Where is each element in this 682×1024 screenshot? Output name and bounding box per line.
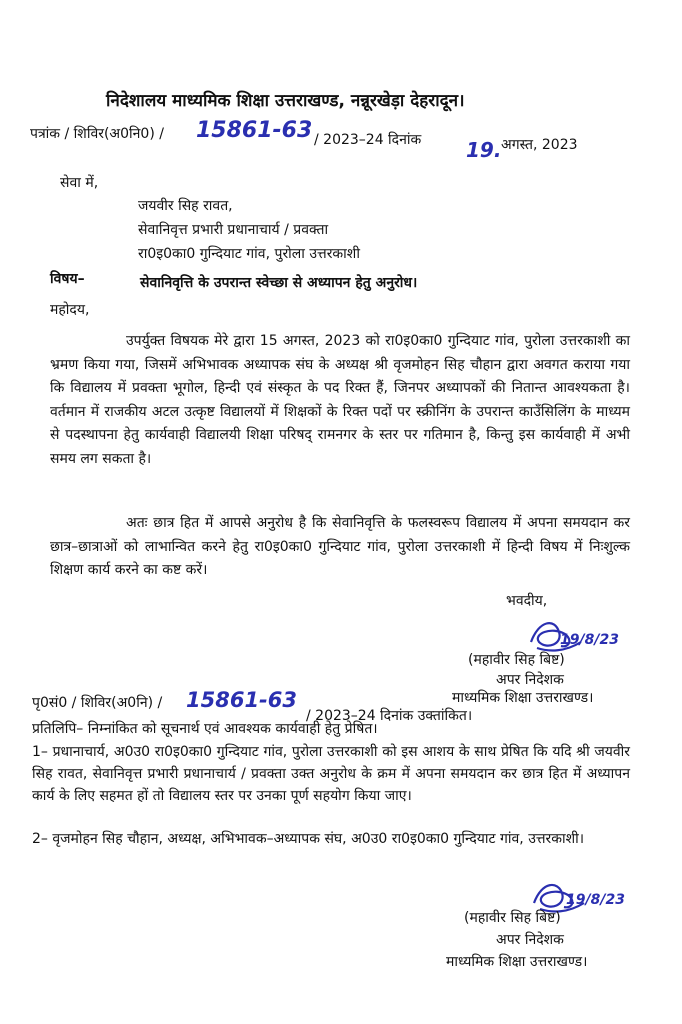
subject-text: सेवानिवृत्ति के उपरान्त स्वेच्छा से अध्यापन हेतु अनुरोध। xyxy=(140,275,418,291)
office-heading: निदेशालय माध्यमिक शिक्षा उत्तराखण्ड, नन्नूरखेड़ा देहरादून। xyxy=(106,91,465,111)
signatory-designation: अपर निदेशक xyxy=(496,672,564,688)
letter-date-day: 19. xyxy=(466,138,502,162)
signatory-office: माध्यमिक शिक्षा उत्तराखण्ड। xyxy=(452,690,594,706)
bhavdiya: भवदीय, xyxy=(506,593,548,609)
body-paragraph-2: अतः छात्र हित में आपसे अनुरोध है कि सेवानिवृत्ति के फलस्वरूप विद्यालय में अपना समयदान कर छात्र–छात्राओं को लाभान्वित करने हेतु रा0इ0का0 गुन्दियाट गांव, पुरोला उत्तरकाशी में हिन्दी विषय में निःशुल्क शिक्षण कार्य करने का कष्ट करें। xyxy=(50,515,630,578)
signature-1-date: 19/8/23 xyxy=(560,632,619,648)
subject-label: विषय– xyxy=(50,271,85,287)
addressee-designation: सेवानिवृत्त प्रभारी प्रधानाचार्य / प्रवक्ता xyxy=(138,222,329,238)
addressee-school: रा0इ0का0 गुन्दियाट गांव, पुरोला उत्तरकाशी xyxy=(138,246,360,262)
salutation: महोदय, xyxy=(50,302,90,318)
addressee-name: जयवीर सिह रावत, xyxy=(138,198,233,214)
signatory-2-name: (महावीर सिह बिष्ट) xyxy=(464,910,561,926)
letter-ref-year: / 2023–24 दिनांक xyxy=(314,132,422,148)
copy-ref-number: 15861-63 xyxy=(186,688,297,712)
copy-item-2: 2– वृजमोहन सिह चौहान, अध्यक्ष, अभिभावक–अध्यापक संघ, अ0उ0 रा0इ0का0 गुन्दियाट गांव, उत्तरकाशी। xyxy=(32,831,585,847)
letter-ref-number: 15861-63 xyxy=(196,118,313,143)
copy-ref-prefix: पृ0सं0 / शिविर(अ0नि) / xyxy=(32,695,163,711)
letter-date-month-year: अगस्त, 2023 xyxy=(501,137,578,153)
copy-intro: प्रतिलिपि– निम्नांकित को सूचनार्थ एवं आवश्यक कार्यवाही हेतु प्रेषित। xyxy=(32,721,378,737)
copy-item-1: 1– प्रधानाचार्य, अ0उ0 रा0इ0का0 गुन्दियाट गांव, पुरोला उत्तरकाशी को इस आशय के साथ प्रेषित कि यदि श्री जयवीर सिह रावत, सेवानिवृत्त प्रभारी प्रधानाचार्य / प्रवक्ता उक्त अनुरोध के क्रम में अपना समयदान कर छात्र हित में अध्यापन कार्य के लिए सहमत हों तो विद्यालय स्तर पर उनका पूर्ण सहयोग किया जाए। xyxy=(32,744,630,804)
copy-ref-year: / 2023–24 दिनांक उक्तांकित। xyxy=(306,708,473,724)
letter-ref-prefix: पत्रांक / शिविर(अ0नि0) / xyxy=(30,126,164,142)
signature-2-date: 19/8/23 xyxy=(566,892,625,908)
signatory-2-office: माध्यमिक शिक्षा उत्तराखण्ड। xyxy=(446,954,588,970)
seva-me: सेवा में, xyxy=(60,175,99,191)
signatory-2-designation: अपर निदेशक xyxy=(496,932,564,948)
signatory-name: (महावीर सिह बिष्ट) xyxy=(468,652,565,668)
body-paragraph-1: उपर्युक्त विषयक मेरे द्वारा 15 अगस्त, 2023 को रा0इ0का0 गुन्दियाट गांव, पुरोला उत्तरकाशी का भ्रमण किया गया, जिसमें अभिभावक अध्यापक संघ के अध्यक्ष श्री वृजमोहन सिह चौहान द्वारा अवगत कराया गया कि विद्यालय में प्रवक्ता भूगोल, हिन्दी एवं संस्कृत के पद रिक्त हैं, जिनपर अध्यापकों की नितान्त आवश्यकता है। वर्तमान में राजकीय अटल उत्कृष्ट विद्यालयों में शिक्षकों के रिक्त पदों पर स्क्रीनिंग के उपरान्त काउँसिलिंग के माध्यम से पदस्थापना हेतु कार्यवाही विद्यालयी शिक्षा परिषद् रामनगर के स्तर पर गतिमान है, किन्तु इस कार्यवाही में अभी समय लग सकता है। xyxy=(50,333,630,467)
